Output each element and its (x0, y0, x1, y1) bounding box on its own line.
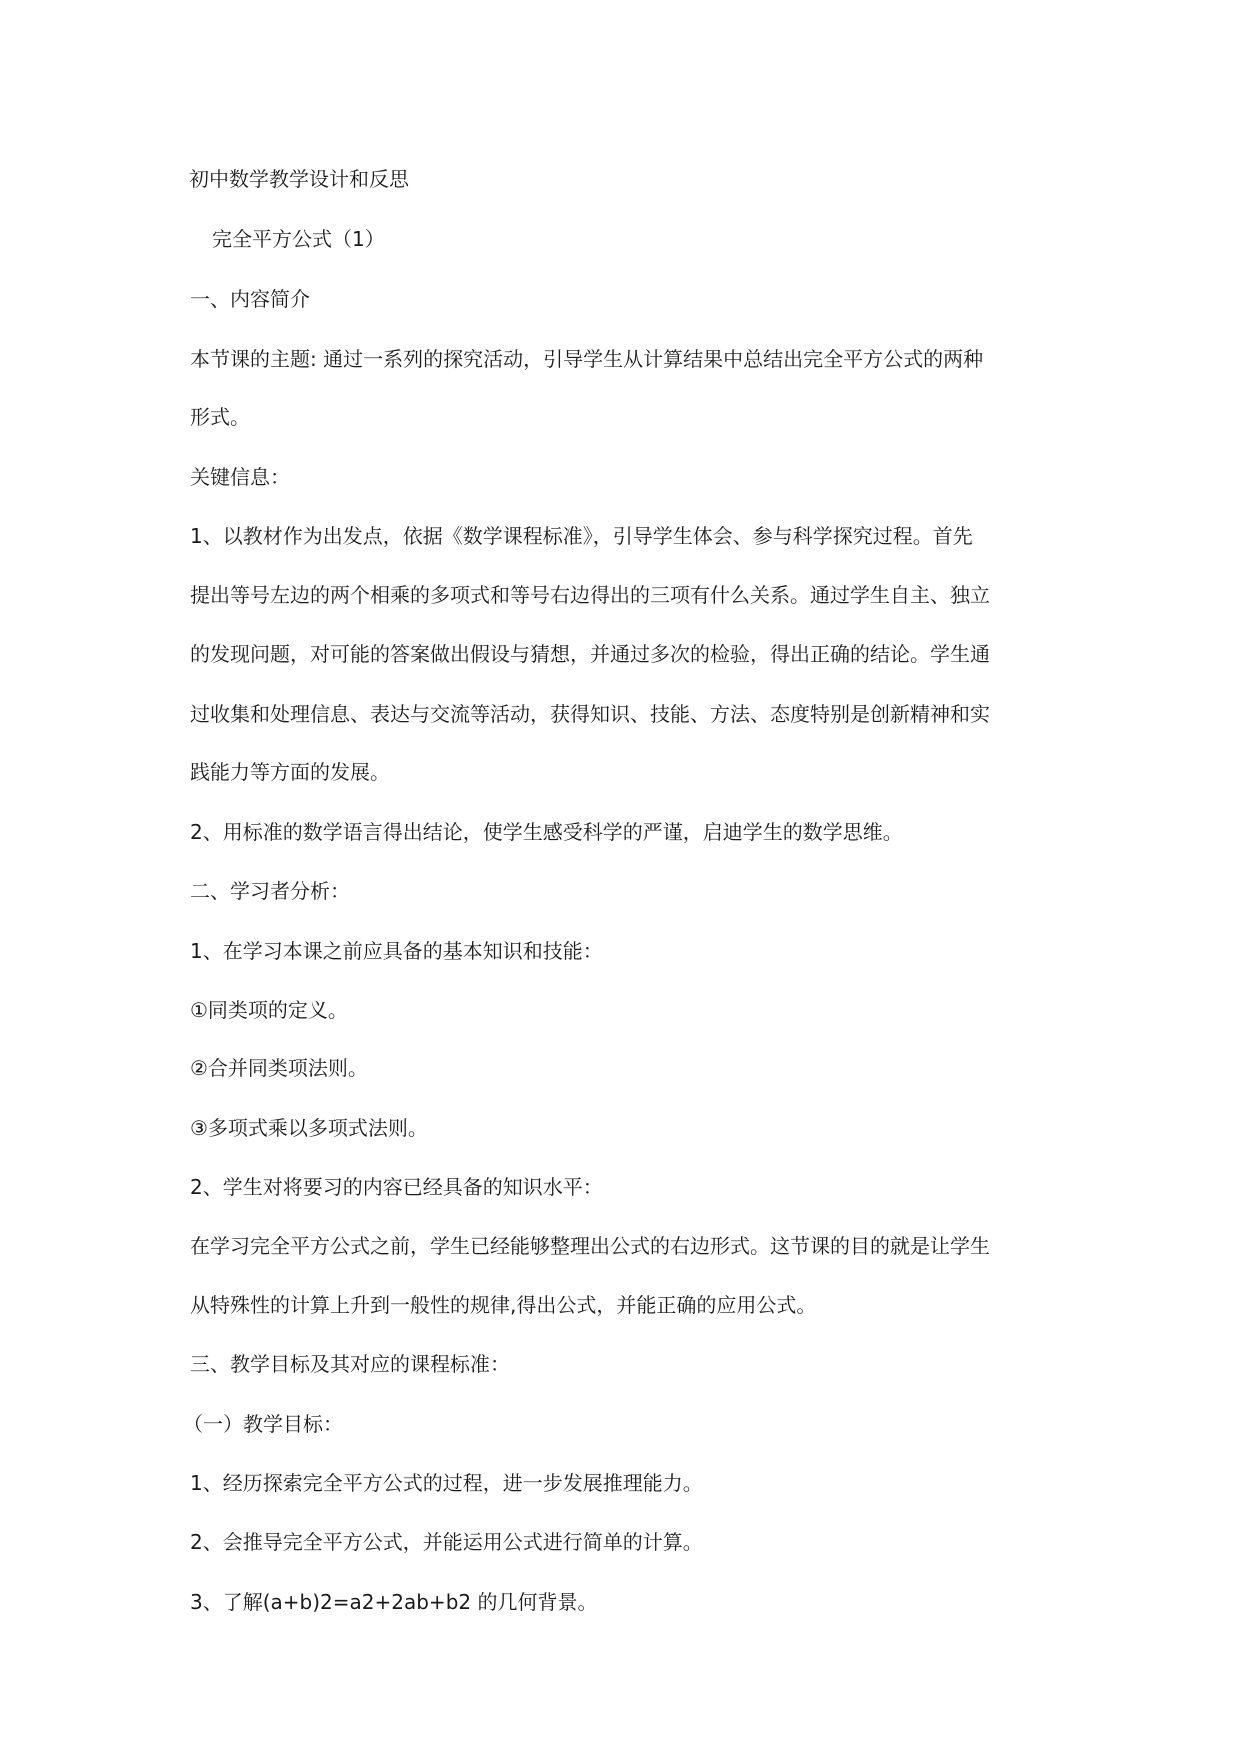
list-item: 2、会推导完全平方公式，并能运用公式进行简单的计算。 (190, 1530, 703, 1554)
document-subtitle: 完全平方公式（1） (212, 227, 385, 251)
section-heading: 二、学习者分析： (190, 879, 350, 903)
paragraph-line: 2、学生对将要习的内容已经具备的知识水平： (190, 1175, 603, 1199)
paragraph-line: 的发现问题，对可能的答案做出假设与猜想，并通过多次的检验，得出正确的结论。学生通 (190, 642, 990, 666)
paragraph-line: 关键信息： (190, 465, 290, 489)
paragraph-line: 形式。 (190, 405, 250, 429)
paragraph-line: 践能力等方面的发展。 (190, 760, 390, 784)
paragraph-line: 提出等号左边的两个相乘的多项式和等号右边得出的三项有什么关系。通过学生自主、独立 (190, 583, 990, 607)
paragraph-line: 从特殊性的计算上升到一般性的规律,得出公式，并能正确的应用公式。 (190, 1293, 817, 1317)
section-heading: 一、内容简介 (190, 287, 310, 311)
document-title: 初中数学教学设计和反思 (189, 167, 409, 191)
list-item: ③多项式乘以多项式法则。 (190, 1116, 428, 1140)
paragraph-line: 1、在学习本课之前应具备的基本知识和技能： (190, 939, 603, 963)
list-item: ②合并同类项法则。 (190, 1056, 368, 1080)
list-item: 1、经历探索完全平方公式的过程，进一步发展推理能力。 (190, 1471, 703, 1495)
subsection-heading: （一）教学目标： (183, 1412, 343, 1436)
paragraph-line: 1、以教材作为出发点，依据《数学课程标准》，引导学生体会、参与科学探究过程。首先 (190, 524, 973, 548)
paragraph-line: 过收集和处理信息、表达与交流等活动，获得知识、技能、方法、态度特别是创新精神和实 (190, 702, 990, 726)
paragraph-line: 本节课的主题: 通过一系列的探究活动，引导学生从计算结果中总结出完全平方公式的两种 (190, 347, 984, 371)
list-item: ①同类项的定义。 (190, 998, 348, 1022)
list-item: 3、了解(a+b)2=a2+2ab+b2 的几何背景。 (190, 1590, 598, 1614)
section-heading: 三、教学目标及其对应的课程标准： (190, 1352, 510, 1376)
paragraph-line: 在学习完全平方公式之前，学生已经能够整理出公式的右边形式。这节课的目的就是让学生 (190, 1234, 990, 1258)
paragraph-line: 2、用标准的数学语言得出结论，使学生感受科学的严谨，启迪学生的数学思维。 (190, 820, 903, 844)
